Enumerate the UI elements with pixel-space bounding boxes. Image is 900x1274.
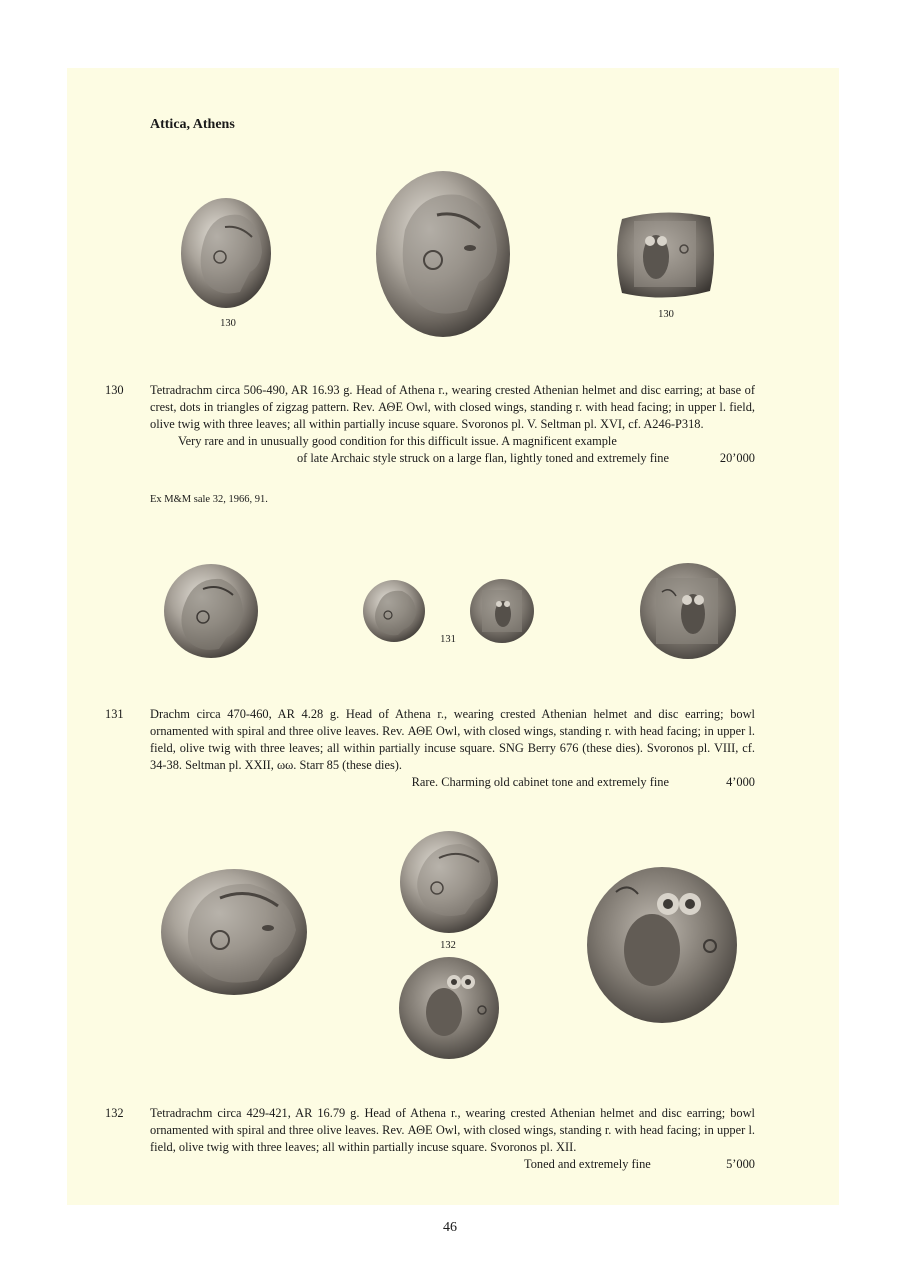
coin-130-caption: 130 [220, 318, 236, 329]
coin-130-reverse-caption: 130 [658, 309, 674, 320]
lot-number: 130 [105, 383, 124, 397]
lot-130-provenance: Ex M&M sale 32, 1966, 91. [150, 494, 268, 505]
coin-130-reverse-image [614, 207, 718, 301]
lot-description: Drachm circa 470-460, AR 4.28 g. Head of Athena r., wearing crested Athenian helmet and disc earring; bowl ornamented with spiral and three olive leaves. Rev. ΑΘΕ Owl, with closed wings, standing r. with head facing; in upper l. field, olive twig with three leaves; all within partially incuse square. SNG Berry 676 (these dies). Svoronos pl. VIII, cf. 34-38. Seltman pl. XXII, ωω. Starr 85 (these dies). [150, 707, 755, 772]
coin-132-reverse-image [398, 956, 500, 1060]
lot-price: 4’000 [726, 775, 755, 789]
coin-130-obverse-enlarged-image [375, 170, 513, 338]
coin-132-caption: 132 [440, 940, 456, 951]
lot-verdict [150, 774, 755, 791]
coin-131-reverse-enlarged-image [638, 562, 738, 660]
coin-130-obverse-image [180, 197, 274, 309]
coin-131-reverse-image [469, 578, 535, 644]
lot-price: 5’000 [726, 1157, 755, 1171]
lot-132 [105, 1105, 755, 1175]
lot-number: 132 [105, 1106, 124, 1120]
coin-131-obverse-enlarged-image [163, 563, 259, 659]
lot-130 [105, 382, 755, 482]
lot-description: Tetradrachm circa 429-421, AR 16.79 g. Head of Athena r., wearing crested Athenian helmet and disc earring; bowl ornamented with spiral and three olive leaves. Rev. ΑΘΕ Owl, with closed wings, standing r. with head facing; in upper l. field, olive twig with three leaves; all within partially incuse square. Svoronos pl. XII. [150, 1106, 755, 1154]
lot-price: 20’000 [719, 451, 755, 465]
coin-131-caption: 131 [440, 634, 456, 645]
lot-verdict-line1: Rare. Charming old cabinet tone and extremely fine [411, 775, 669, 789]
lot-verdict-line1: Very rare and in unusually good condition for this difficult issue. A magnificent example [178, 434, 617, 448]
coin-132-obverse-image [399, 830, 499, 934]
lot-verdict [150, 450, 755, 467]
coin-131-obverse-image [362, 579, 426, 643]
lot-verdict-line1: Toned and extremely fine [524, 1157, 651, 1171]
coin-132-reverse-enlarged-image [586, 866, 738, 1024]
lot-number: 131 [105, 707, 124, 721]
section-title: Attica, Athens [150, 117, 235, 132]
coin-132-obverse-enlarged-image [160, 868, 308, 996]
page-number: 46 [443, 1220, 457, 1235]
lot-description: Tetradrachm circa 506-490, AR 16.93 g. Head of Athena r., wearing crested Athenian helmet and disc earring; at base of crest, dots in triangles of zigzag pattern. Rev. ΑΘΕ Owl, with closed wings, standing r. with head facing; in upper l. field, olive twig with three leaves; all within partially incuse square. Svoronos pl. V. Seltman pl. XVI, cf. A246-P318. [150, 383, 755, 431]
lot-verdict-line2: of late Archaic style struck on a large flan, lightly toned and extremely fine [296, 451, 669, 465]
lot-131 [105, 706, 755, 796]
